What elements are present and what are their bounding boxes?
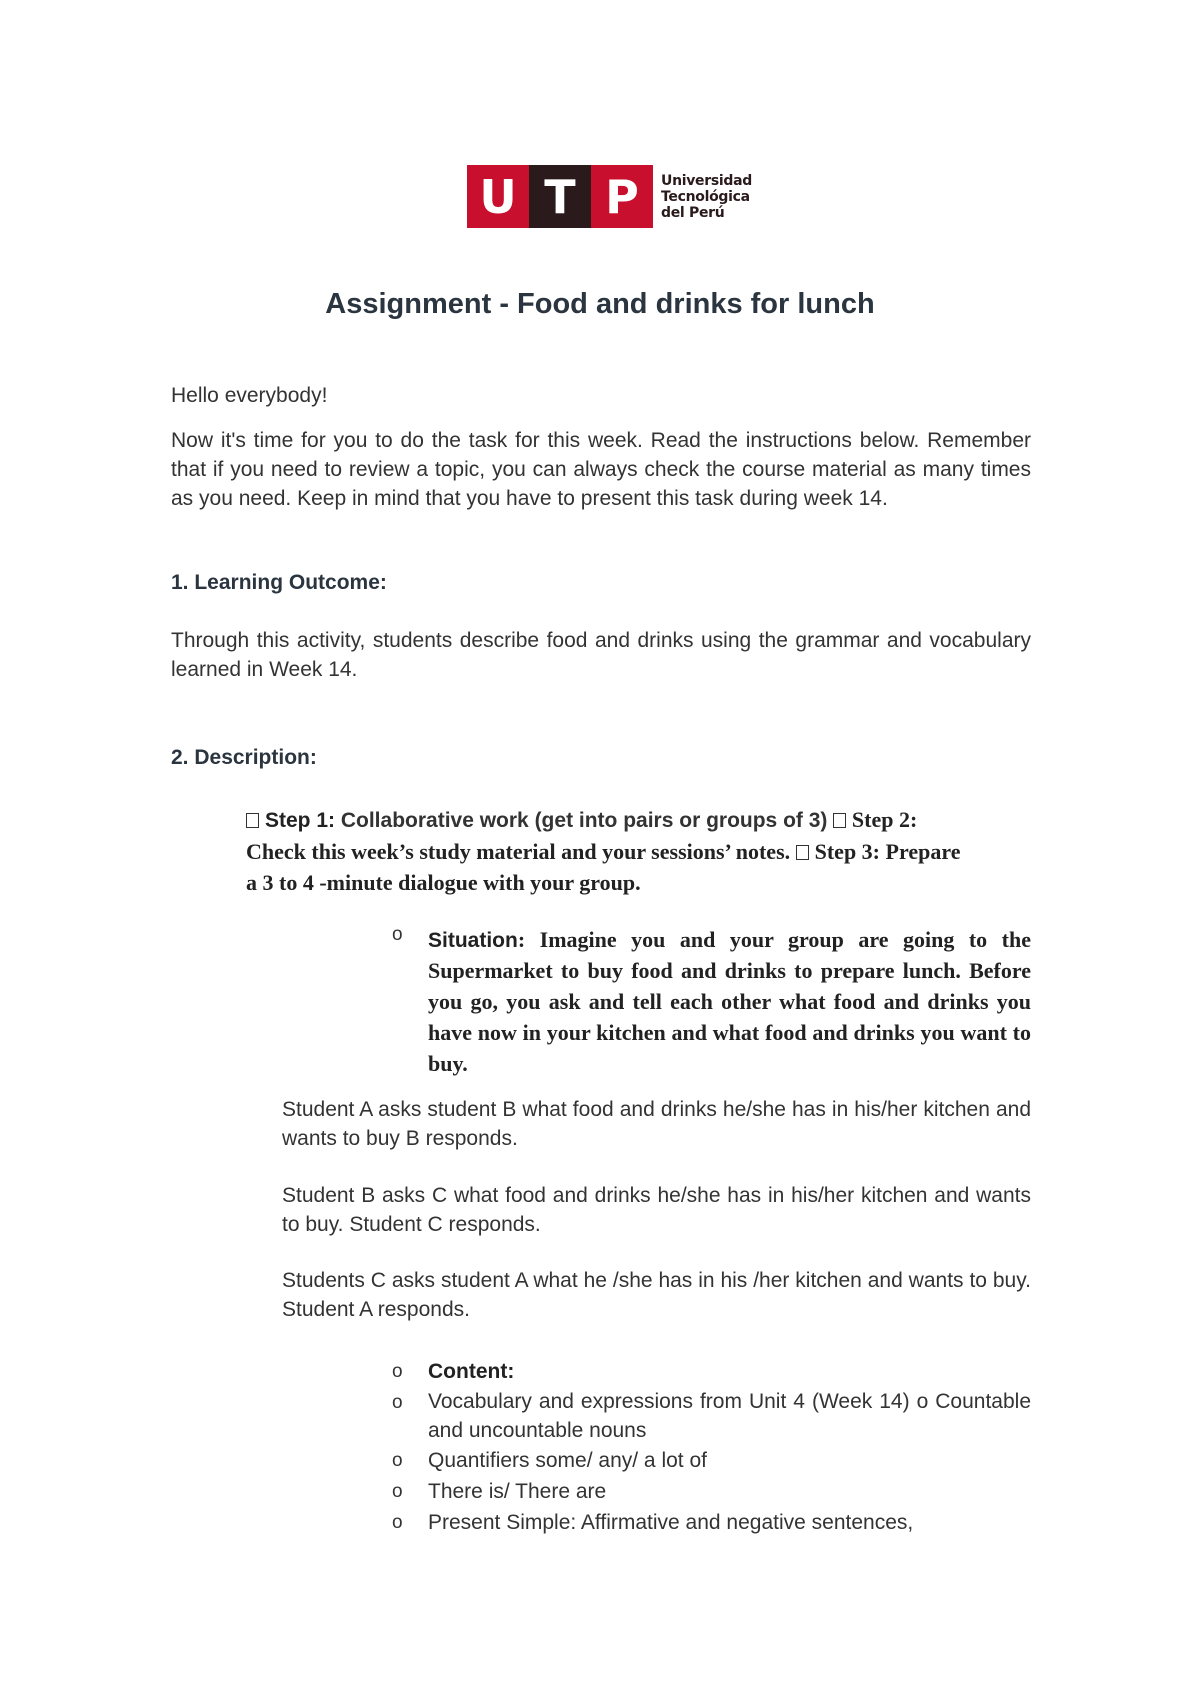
content-label: Content: <box>428 1360 515 1383</box>
content-item-text: Vocabulary and expressions from Unit 4 (Week 14) o Countable and uncountable nouns <box>428 1390 1031 1442</box>
logo-letter-p: P <box>591 165 653 228</box>
logo-line-3: del Perú <box>661 204 725 221</box>
logo-line-2: Tecnológica <box>661 188 750 205</box>
step1-text: Collaborative work (get into pairs or groups of 3) <box>335 809 828 832</box>
checkbox-glyph-icon <box>796 845 809 860</box>
learning-outcome-heading: 1. Learning Outcome: <box>171 571 387 594</box>
bullet-marker: o <box>392 1512 403 1533</box>
intro-paragraph: Now it's time for you to do the task for this week. Read the instructions below. Remember that if you need to review a topic, you can always check the course material as many times as you need. Keep in mind that you have to present this task during week 14. <box>171 429 1031 510</box>
logo-letters <box>467 165 653 228</box>
list-item <box>392 1476 1031 1507</box>
checkbox-glyph-icon <box>246 813 259 828</box>
step3-text: Prepare a 3 to 4 -minute dialogue with your group. <box>246 839 961 895</box>
utp-logo <box>467 165 752 228</box>
step1-label: Step 1: <box>265 809 336 832</box>
situation-paragraph <box>428 924 1031 1079</box>
list-item <box>392 1387 1031 1445</box>
situation-text: : Imagine you and your group are going to the Supermarket to buy food and drinks to prepare lunch. Before you go, you ask and tell each other what food and drinks you have now in your kitchen and what food and drinks you want to buy. <box>428 927 1031 1076</box>
step2-label: Step 2: <box>851 807 918 832</box>
greeting: Hello everybody! <box>171 384 328 407</box>
checkbox-glyph-icon <box>833 813 846 828</box>
content-list <box>392 1356 1031 1538</box>
bullet-marker: o <box>392 1481 403 1502</box>
content-item-text: Quantifiers some/ any/ a lot of <box>428 1449 707 1472</box>
situation-label: Situation <box>428 929 518 952</box>
step2-text: Check this week’s study material and your sessions’ notes. <box>246 839 791 864</box>
description-heading: 2. Description: <box>171 746 317 769</box>
list-item <box>392 1356 1031 1387</box>
logo-line-1: Universidad <box>661 172 752 189</box>
step3-label: Step 3: <box>814 839 881 864</box>
bullet-marker: o <box>392 1392 403 1413</box>
logo-letter-t: T <box>529 165 591 228</box>
page-title: Assignment - Food and drinks for lunch <box>325 288 875 320</box>
logo-wordmark <box>661 173 752 221</box>
steps-paragraph <box>246 804 971 898</box>
content-item-text: Present Simple: Affirmative and negative sentences, <box>428 1511 914 1534</box>
list-item <box>392 1507 1031 1538</box>
student-b-paragraph: Student B asks C what food and drinks he/she has in his/her kitchen and wants to buy. Student C responds. <box>282 1184 1031 1236</box>
student-a-paragraph: Student A asks student B what food and drinks he/she has in his/her kitchen and wants to buy B responds. <box>282 1098 1031 1150</box>
bullet-marker: o <box>392 1450 403 1471</box>
logo-letter-u: U <box>467 165 529 228</box>
situation-item <box>392 924 1031 1079</box>
content-item-text: There is/ There are <box>428 1480 607 1503</box>
student-c-paragraph: Students C asks student A what he /she has in his /her kitchen and wants to buy. Student A responds. <box>282 1269 1031 1321</box>
bullet-marker: o <box>392 1361 403 1382</box>
bullet-marker: o <box>392 924 403 945</box>
learning-outcome-text: Through this activity, students describe food and drinks using the grammar and vocabulary learned in Week 14. <box>171 629 1031 681</box>
list-item <box>392 1445 1031 1476</box>
